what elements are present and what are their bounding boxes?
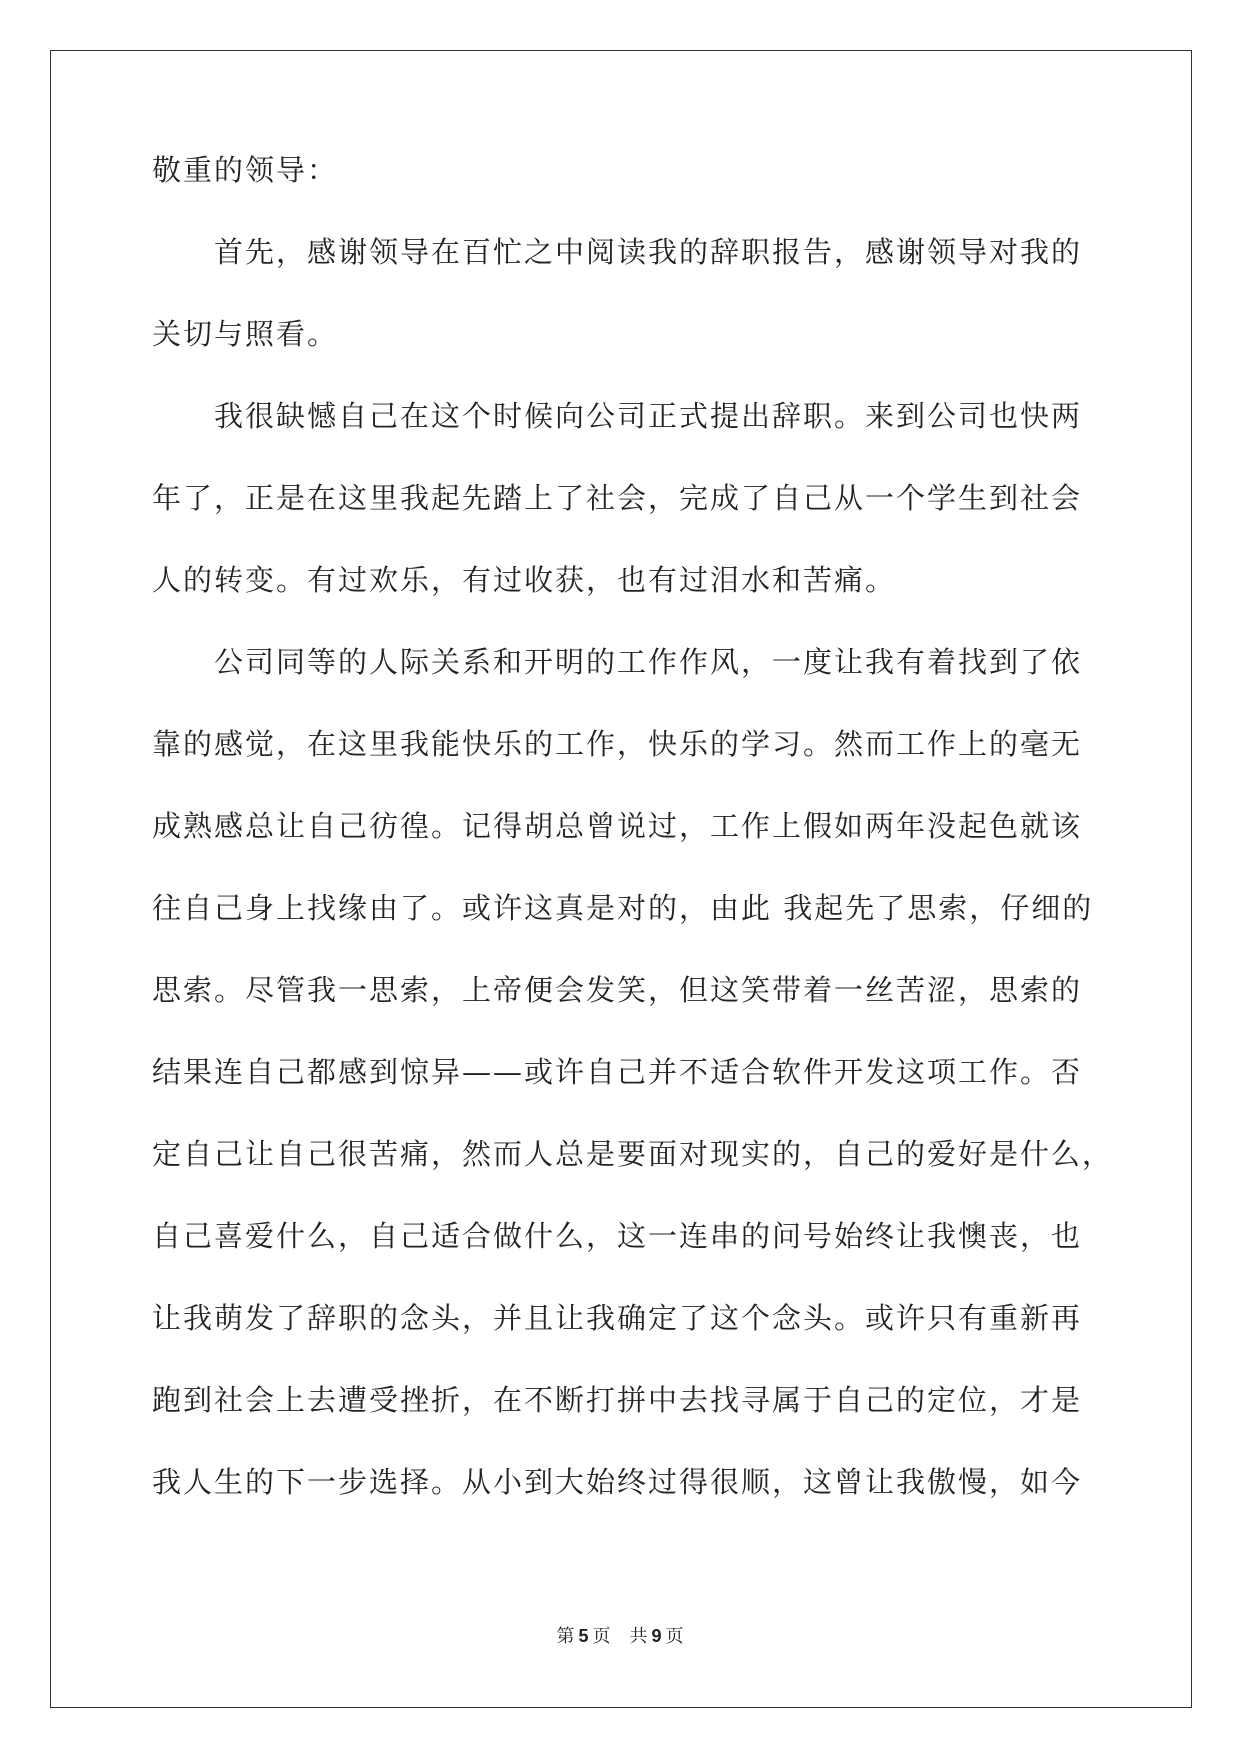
salutation: 敬重的领导：: [152, 153, 339, 187]
text-line: 首先，感谢领导在百忙之中阅读我的辞职报告，感谢领导对我的: [214, 235, 1083, 269]
total-suffix: 页: [665, 1626, 685, 1647]
document-body: [152, 153, 1114, 1499]
current-page-number: 5: [578, 1626, 590, 1646]
text-line: 公司同等的人际关系和开明的工作作风，一度让我有着找到了依: [214, 645, 1083, 679]
text-line: 让我萌发了辞职的念头，并且让我确定了这个念头。或许只有重新再: [152, 1301, 1083, 1335]
page-prefix: 第: [556, 1626, 576, 1647]
total-page-number: 9: [651, 1626, 663, 1646]
text-line: 我人生的下一步选择。从小到大始终过得很顺，这曾让我傲慢，如今: [152, 1465, 1083, 1499]
text-line: 关切与照看。: [152, 317, 339, 351]
text-line: 人的转变。有过欢乐，有过收获，也有过泪水和苦痛。: [152, 563, 897, 597]
text-line: 思索。尽管我一思索，上帝便会发笑，但这笑带着一丝苦涩，思索的: [152, 973, 1083, 1007]
text-line: 定自己让自己很苦痛，然而人总是要面对现实的，自己的爱好是什么，: [152, 1137, 1114, 1171]
text-line: 成熟感总让自己彷徨。记得胡总曾说过，工作上假如两年没起色就该: [152, 809, 1083, 843]
text-line: 年了，正是在这里我起先踏上了社会，完成了自己从一个学生到社会: [152, 481, 1083, 515]
page-footer: [0, 1622, 1241, 1648]
text-line: 往自己身上找缘由了。或许这真是对的，由此 我起先了思索，仔细的: [152, 891, 1094, 925]
text-line: 自己喜爱什么，自己适合做什么，这一连串的问号始终让我懊丧，也: [152, 1219, 1083, 1253]
letter-paragraphs: [152, 211, 1114, 1523]
total-prefix: 共: [629, 1626, 649, 1647]
text-line: 跑到社会上去遭受挫折，在不断打拼中去找寻属于自己的定位，才是: [152, 1383, 1083, 1417]
page-suffix: 页: [592, 1626, 612, 1647]
text-line: 靠的感觉，在这里我能快乐的工作，快乐的学习。然而工作上的毫无: [152, 727, 1083, 761]
text-line: 我很缺憾自己在这个时候向公司正式提出辞职。来到公司也快两: [214, 399, 1083, 433]
text-line: 结果连自己都感到惊异——或许自己并不适合软件开发这项工作。否: [152, 1055, 1083, 1089]
